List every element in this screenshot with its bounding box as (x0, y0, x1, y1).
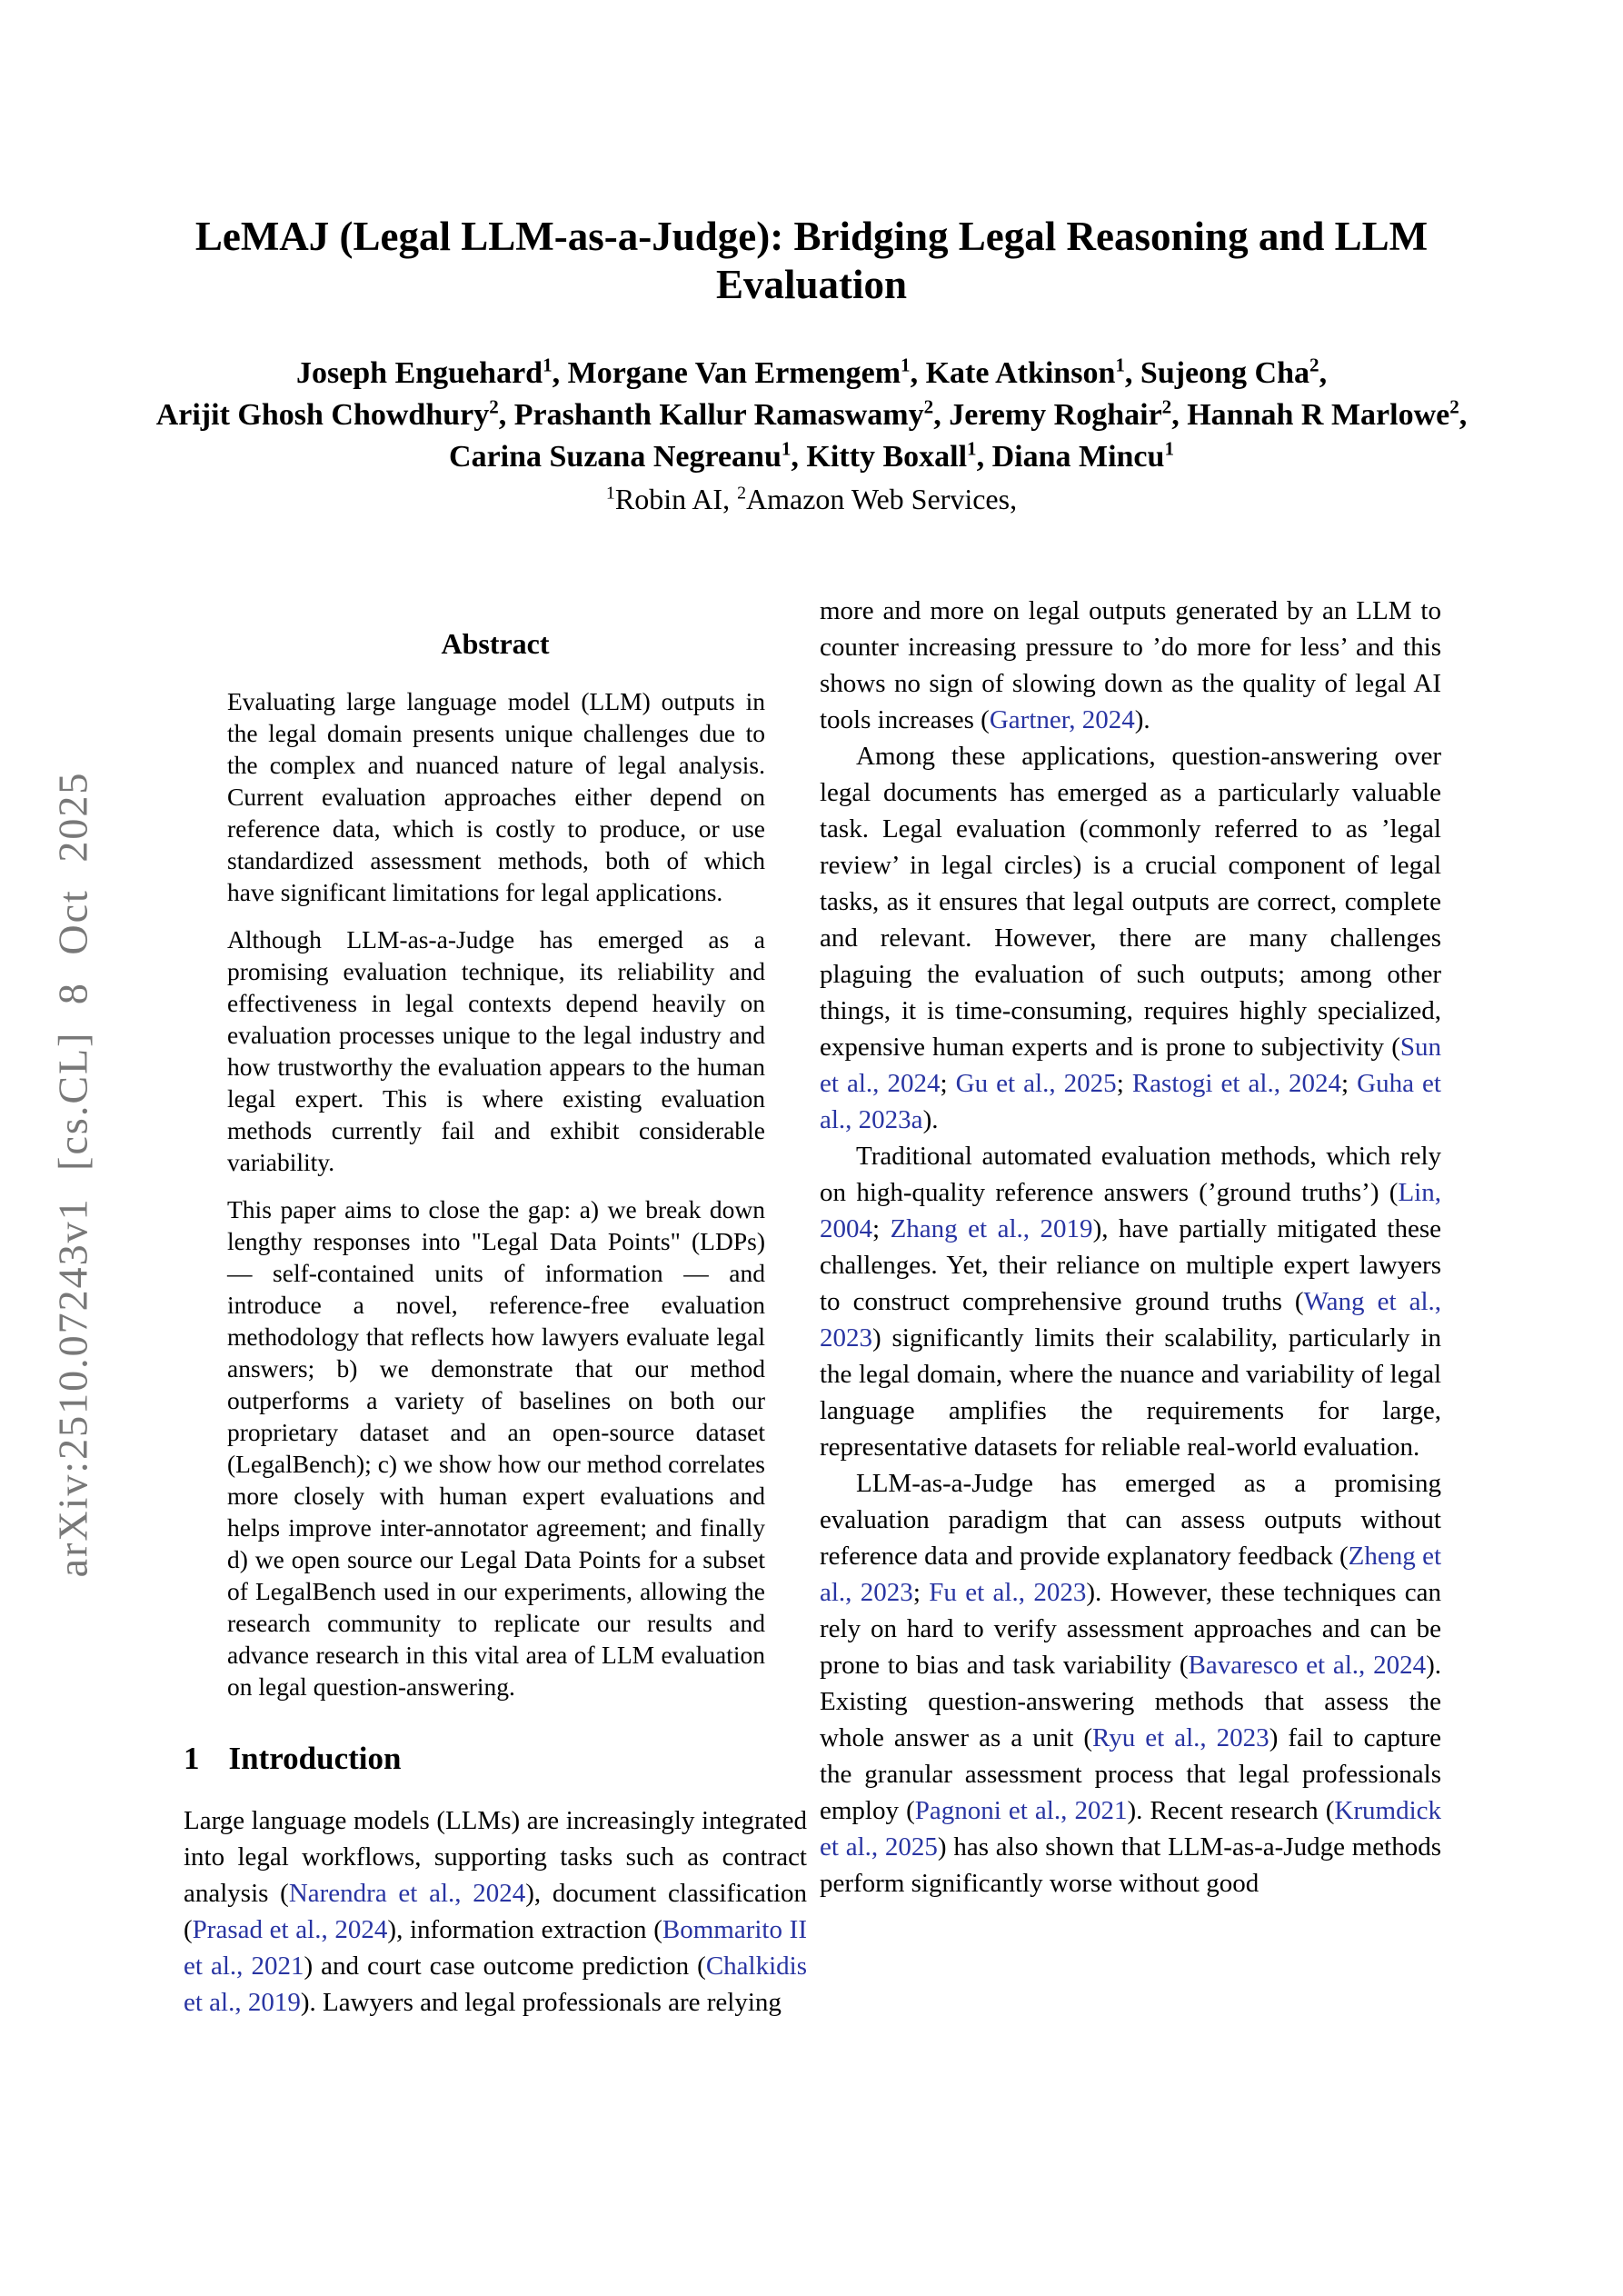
paragraph: more and more on legal outputs generated by an LLM to counter increasing pressure to ’do more for less’ and this shows no sign of slowing down as the quality of legal AI tools increases (Gartner, 2024). (820, 596, 1441, 734)
citation-link[interactable]: Prasad et al., 2024 (192, 1915, 388, 1944)
citation-link[interactable]: Gu et al., 2025 (955, 1069, 1117, 1098)
superscript: 1 (1115, 354, 1125, 376)
citation-link[interactable]: Bavaresco et al., 2024 (1188, 1651, 1427, 1680)
citation-link[interactable]: Pagnoni et al., 2021 (914, 1796, 1128, 1825)
paragraph: Evaluating large language model (LLM) outputs in the legal domain presents unique challenges due to the complex and nuanced nature of legal analysis. Current evaluation approaches either depend on reference data, which is costly to produce, or use standardized assessment methods, both of which have significant limitations for legal applications. (227, 687, 765, 906)
citation-link[interactable]: Narendra et al., 2024 (288, 1879, 526, 1908)
abstract-body (227, 685, 765, 1702)
superscript: 1 (901, 354, 911, 376)
citation-link[interactable]: Zhang et al., 2019 (890, 1214, 1093, 1243)
paragraph: Among these applications, question-answering over legal documents has emerged as a particularly valuable task. Legal evaluation (commonly referred to as ’legal review’ in legal circles) is a crucial component of legal tasks, as it ensures that legal outputs are correct, complete and relevant. However, there are many challenges plaguing the evaluation of such outputs; among other things, it is time-consuming, requires highly specialized, expensive human experts and is prone to subjectivity (Sun et al., 2024; Gu et al., 2025; Rastogi et al., 2024; Guha et al., 2023a). (820, 742, 1441, 1134)
citation-link[interactable]: Rastogi et al., 2024 (1131, 1069, 1342, 1098)
paper-title-line1: LeMAJ (Legal LLM-as-a-Judge): Bridging Legal Reasoning and LLM (194, 214, 1429, 259)
paragraph: Large language models (LLMs) are increasingly integrated into legal workflows, supporting tasks such as contract analysis (Narendra et al., 2024), document classification (Prasad et al., 2024), information extraction (Bommarito II et al., 2021) and court case outcome prediction (Chalkidis et al., 2019). Lawyers and legal professionals are relying (184, 1806, 807, 2017)
author-line: Arijit Ghosh Chowdhury$^2$, Prashanth Kallur Ramaswamy$^2$, Jeremy Roghair$^2$, Hannah R Marlowe$^2$, (155, 395, 1468, 432)
section-heading-introduction (184, 1741, 807, 1777)
left-column (184, 625, 807, 2021)
paper-title (91, 213, 1532, 309)
citation-link[interactable]: Chalkidis et al., 2019 (184, 1952, 807, 2017)
citation-link[interactable]: Gartner, 2024 (989, 705, 1135, 734)
superscript: 2 (1449, 395, 1459, 418)
section-number: 1 (184, 1741, 200, 1776)
citation-link[interactable]: Guha et al., 2023a (820, 1069, 1441, 1134)
paragraph: Although LLM-as-a-Judge has emerged as a promising evaluation technique, its reliability and effectiveness in legal contexts depend heavily on evaluation processes unique to the legal industry and how trustworthy the evaluation appears to the human legal expert. This is where existing evaluation methods currently fail and exhibit considerable variability. (227, 925, 765, 1176)
superscript: 1 (543, 354, 553, 376)
author-line: Carina Suzana Negreanu$^1$, Kitty Boxall$^1$, Diana Mincu$^1$ (449, 437, 1174, 474)
citation-link[interactable]: Bommarito II et al., 2021 (184, 1915, 807, 1981)
authors-block (55, 353, 1568, 520)
superscript: 2 (737, 483, 746, 504)
paragraph: LLM-as-a-Judge has emerged as a promising evaluation paradigm that can assess outputs without reference data and provide explanatory feedback (Zheng et al., 2023; Fu et al., 2023). However, these techniques can rely on hard to verify assessment approaches and can be prone to bias and task variability (Bavaresco et al., 2024). Existing question-answering methods that assess the whole answer as a unit (Ryu et al., 2023) fail to capture the granular assessment process that legal professionals employ (Pagnoni et al., 2021). Recent research (Krumdick et al., 2025) has also shown that LLM-as-a-Judge methods perform significantly worse without good (820, 1469, 1442, 1898)
section-title: Introduction (228, 1741, 402, 1776)
author-line: Joseph Enguehard$^1$, Morgane Van Ermengem$^1$, Kate Atkinson$^1$, Sujeong Cha$^2$, (295, 354, 1328, 390)
superscript: 2 (1309, 354, 1319, 376)
superscript: 1 (1164, 437, 1174, 460)
citation-link[interactable]: Ryu et al., 2023 (1092, 1723, 1270, 1752)
citation-link[interactable]: Krumdick et al., 2025 (820, 1796, 1441, 1862)
citation-link[interactable]: Wang et al., 2023 (820, 1287, 1441, 1353)
arxiv-watermark: arXiv:2510.07243v1 [cs.CL] 8 Oct 2025 (49, 771, 96, 1578)
superscript: 1 (967, 437, 977, 460)
citation-link[interactable]: Sun et al., 2024 (820, 1033, 1441, 1098)
citation-link[interactable]: Zheng et al., 2023 (820, 1542, 1442, 1607)
introduction-text (184, 1802, 807, 2021)
paragraph: Traditional automated evaluation methods, which rely on high-quality reference answers (’ground truths’) (Lin, 2004; Zhang et al., 2019), have partially mitigated these challenges. Yet, their reliance on multiple expert lawyers to construct comprehensive ground truths (Wang et al., 2023) significantly limits their scalability, particularly in the legal domain, where the nuance and variability of legal language amplifies the requirements for large, representative datasets for reliable real-world evaluation. (820, 1142, 1441, 1462)
paragraph: This paper aims to close the gap: a) we break down lengthy responses into "Legal Data Points" (LDPs) — self-contained units of information — and introduce a novel, reference-free evaluation methodology that reflects how lawyers evaluate legal answers; b) we demonstrate that our method outperforms a variety of baselines on both our proprietary dataset and an open-source dataset (LegalBench); c) we show how our method correlates more closely with human expert evaluations and helps improve inter-annotator agreement; and finally d) we open source our Legal Data Points for a subset of LegalBench used in our experiments, allowing the research community to replicate our results and advance research in this vital area of LLM evaluation on legal question-answering. (227, 1195, 765, 1701)
superscript: 1 (781, 437, 792, 460)
superscript: 2 (923, 395, 934, 418)
superscript: 2 (1161, 395, 1172, 418)
paper-title-line2: Evaluation (715, 262, 908, 307)
citation-link[interactable]: Fu et al., 2023 (929, 1578, 1087, 1607)
abstract-heading: Abstract (441, 627, 550, 660)
superscript: 1 (605, 483, 615, 504)
right-column (820, 593, 1441, 1902)
superscript: 2 (489, 395, 499, 418)
affiliation-line: $^1$Robin AI, $^2$Amazon Web Services, (605, 483, 1018, 515)
citation-link[interactable]: Lin, 2004 (820, 1178, 1441, 1243)
